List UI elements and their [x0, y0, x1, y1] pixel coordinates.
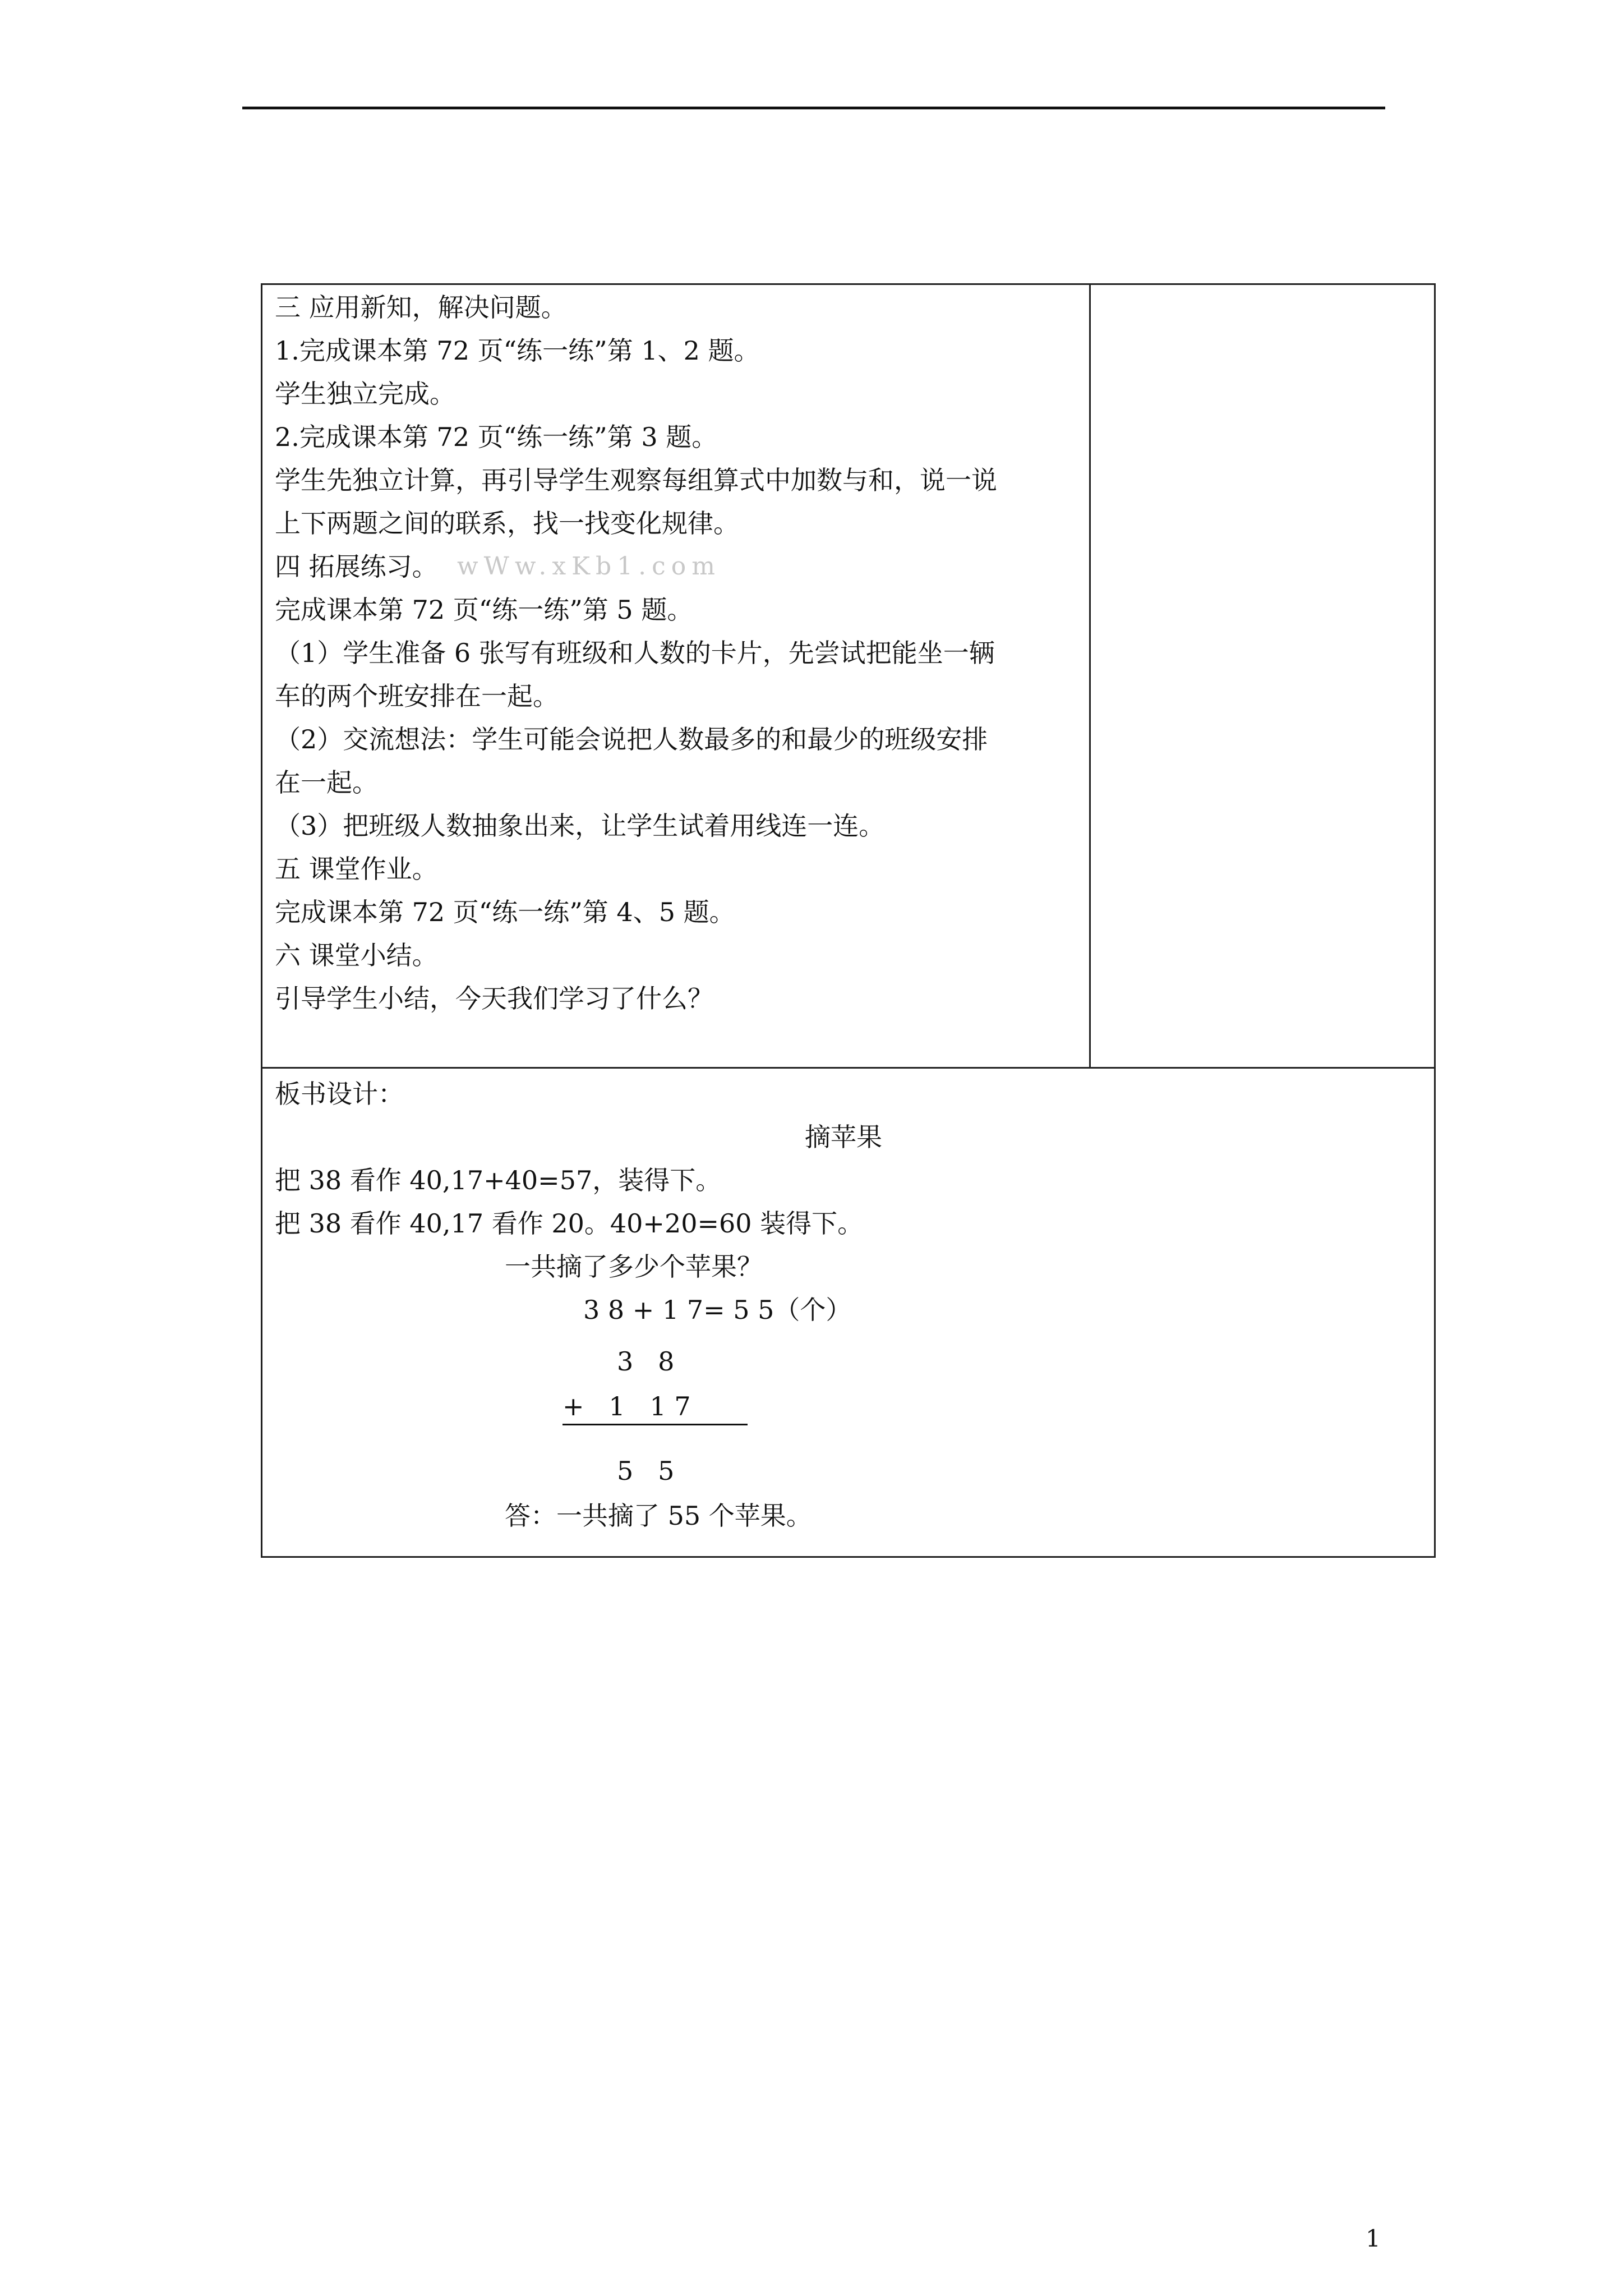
watermark: wWw.xKb1.com	[457, 552, 721, 581]
lesson-line: 学生先独立计算，再引导学生观察每组算式中加数与和，说一说	[275, 465, 997, 495]
lesson-line: （3）把班级人数抽象出来，让学生试着用线连一连。	[275, 811, 885, 841]
lesson-line: 学生独立完成。	[275, 379, 455, 409]
lesson-line: 完成课本第 72 页“练一练”第 5 题。	[275, 595, 693, 625]
vertical-addend-top: 3 8	[617, 1346, 675, 1377]
board-line: 把 38 看作 40,17+40=57，装得下。	[275, 1165, 722, 1195]
vertical-result: 5 5	[617, 1456, 675, 1486]
board-line: 把 38 看作 40,17 看作 20。40+20=60 装得下。	[275, 1208, 864, 1239]
board-heading: 板书设计：	[275, 1079, 404, 1109]
lesson-line: 2.完成课本第 72 页“练一练”第 3 题。	[275, 422, 718, 452]
lesson-line: （1）学生准备 6 张写有班级和人数的卡片，先尝试把能坐一辆	[275, 638, 995, 668]
board-answer: 答：一共摘了 55 个苹果。	[505, 1501, 812, 1531]
vertical-sum-line	[562, 1424, 748, 1425]
lesson-line: 引导学生小结，今天我们学习了什么？	[275, 983, 713, 1014]
lesson-line: 在一起。	[275, 767, 378, 798]
lesson-line: 1.完成课本第 72 页“练一练”第 1、2 题。	[275, 335, 760, 366]
lesson-line: 完成课本第 72 页“练一练”第 4、5 题。	[275, 897, 735, 927]
page-number: 1	[1366, 2225, 1381, 2252]
board-question: 一共摘了多少个苹果？	[505, 1251, 763, 1282]
section-6-heading: 六 课堂小结。	[275, 940, 438, 970]
section-5-heading: 五 课堂作业。	[275, 854, 438, 884]
section-4-heading: 四 拓展练习。	[275, 551, 438, 582]
section-3-heading: 三 应用新知，解决问题。	[275, 292, 567, 323]
lesson-line: 车的两个班安排在一起。	[275, 681, 559, 711]
board-title: 摘苹果	[805, 1122, 882, 1152]
lesson-line: （2）交流想法：学生可能会说把人数最多的和最少的班级安排	[275, 724, 988, 754]
vertical-addend-bottom: + 1 1 7	[562, 1391, 691, 1421]
header-rule	[242, 107, 1385, 109]
board-equation: 3 8 + 1 7= 5 5（个）	[583, 1295, 852, 1325]
notes-cell	[1089, 283, 1436, 1069]
lesson-line: 上下两题之间的联系，找一找变化规律。	[275, 508, 739, 539]
